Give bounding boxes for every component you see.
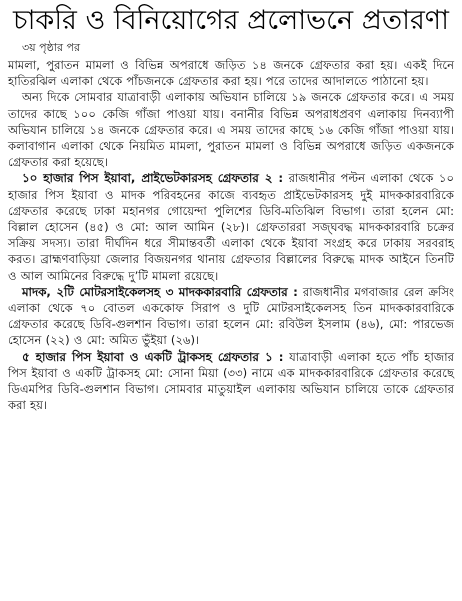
paragraph-text: যাত্রাবাড়ী এলাকা হতে পাঁচ হাজার পিস ইয়াবা ও একটি ট্রাকসহ মো: সোনা মিয়া (৩৩) নামে এক মাদককারবারিকে গ্রেফতার করেছে ডিএমপির ডিবি-গুলশান বিভাগ। সোমবার মাতুয়াইল এলাকায় অভিযান চালিয়ে তাকে গ্রেফতার করা হয়।	[8, 349, 454, 413]
paragraph-text: রাজধানীর পল্টন এলাকা থেকে ১০ হাজার পিস ইয়াবা ও মাদক পরিবহনের কাজে ব্যবহৃত প্রাইভেটকারসহ দুই মাদককারবারিকে গ্রেফতার করেছে ঢাকা মহানগর গোয়েন্দা পুলিশের ডিবি-মতিঝিল বিভাগ। তারা হলেন মো: বিল্লাল হোসেন (৪৫) ও মো: আল আমিন (২৮)। গ্রেফতাররা সজ্ঘবদ্ধ মাদককারবারি চক্রের সক্রিয় সদস্য। তারা দীর্ঘদিন ধরে সীমান্তবর্তী এলাকা থেকে ইয়াবা সংগ্রহ করে ঢাকায় সরবরাহ করত। ব্রাহ্মণবাড়িয়া জেলার বিজয়নগর থানায় গ্রেফতার বিল্লালের বিরুদ্ধে মাদক আইনে তিনটি ও আল আমিনের বিরুদ্ধে দু’টি মামলা রয়েছে।	[8, 171, 454, 283]
section-subhead: ৫ হাজার পিস ইয়াবা ও একটি ট্রাকসহ গ্রেফতার ১ :	[22, 349, 284, 364]
paragraph-2	[8, 89, 454, 170]
section-subhead: ১০ হাজার পিস ইয়াবা, প্রাইভেটকারসহ গ্রেফতার ২ :	[22, 171, 284, 186]
paragraph-text: রাজধানীর মগবাজার রেল ক্রসিং এলাকা থেকে ৭০ বোতল এককোফ সিরাপ ও দুটি মোটরসাইকেলসহ তিন মাদককারবারিকে গ্রেফতার করেছে ডিবি-গুলশান বিভাগ। তারা হলেন মো: রবিউল ইসলাম (৪৬), মো: পারভেজ হোসেন (২২) ও মো: অমিত ভুঁইয়া (২৬)।	[8, 284, 454, 348]
section-subhead: মাদক, ২টি মোটরসাইকেলসহ ৩ মাদককারবারি গ্রেফতার :	[22, 284, 298, 299]
paragraph-5	[8, 349, 454, 414]
paragraph-text: মামলা, পুরাতন মামলা ও বিভিন্ন অপরাধে জড়িত ১৪ জনকে গ্রেফতার করা হয়। একই দিনে হাতিরঝিল এলাকা থেকে পাঁচজনকে গ্রেফতার করা হয়। পরে তাদের আদালতে পাঠানো হয়।	[8, 58, 454, 89]
paragraph-3	[8, 170, 454, 283]
paragraph-4	[8, 284, 454, 349]
paragraph-text: অন্য দিকে সোমবার যাত্রাবাড়ী এলাকায় অভিযান চালিয়ে ১৯ জনকে গ্রেফতার করে। এ সময় তাদের কাছে ১০০ কেজি গাঁজা পাওয়া যায়। বনানীর বিভিন্ন অপরাধপ্রবণ এলাকায় দিনব্যাপী অভিযান চালিয়ে ১৪ জনকে গ্রেফতার করে। এ সময় তাদের কাছে ১৬ কেজি গাঁজা পাওয়া যায়। কলাবাগান এলাকা থেকে নিয়মিত মামলা, পুরাতন মামলা ও বিভিন্ন অপরাধে জড়িত একজনকে গ্রেফতার করা হয়েছে।	[8, 90, 454, 170]
paragraph-1	[8, 57, 454, 89]
headline: চাকরি ও বিনিয়োগের প্রলোভনে প্রতারণা	[13, 5, 449, 36]
continued-from-label: ৩য় পৃষ্ঠার পর	[22, 41, 81, 54]
